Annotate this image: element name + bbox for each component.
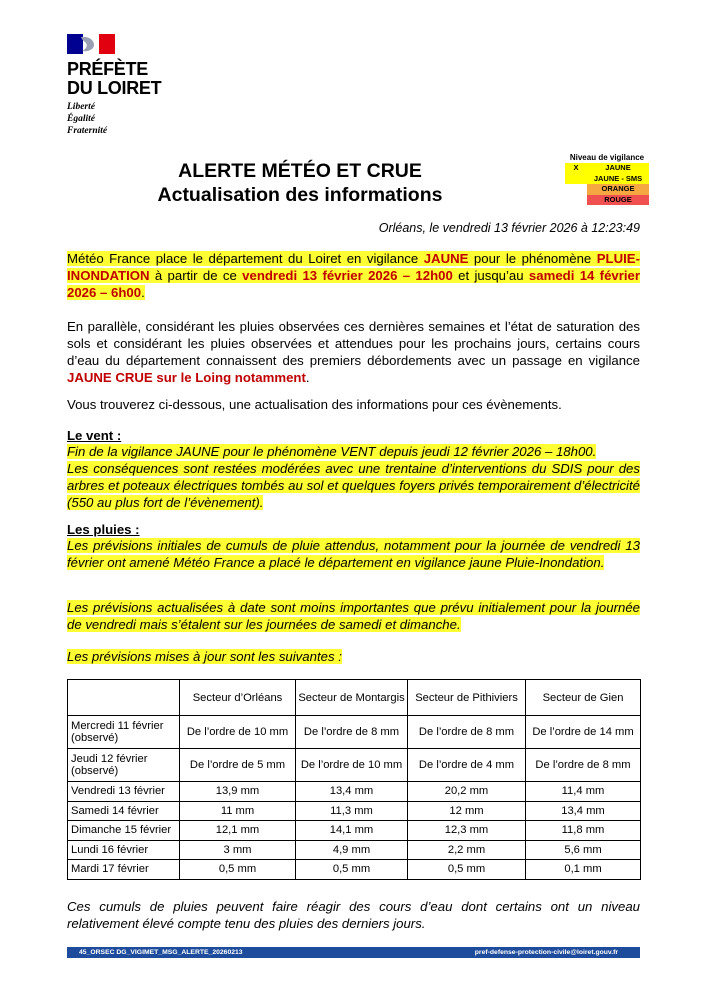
- vigilance-mark: [565, 184, 587, 195]
- parallel-text-1: En parallèle, considérant les pluies observées ces dernières semaines et l’état de saturation des sols et considérant les pluies observées et attendues pour les prochains jours, certains cours d’eau du département connaissent des premiers débordements avec un passage en vigilance: [67, 319, 640, 368]
- table-cell: 13,4 mm: [526, 801, 641, 821]
- vigilance-row: [565, 163, 649, 174]
- table-cell: 12 mm: [408, 801, 526, 821]
- vigilance-row: [565, 184, 649, 195]
- intro-text-5: .: [141, 285, 145, 300]
- rain-heading: Les pluies :: [67, 522, 140, 537]
- table-header-row: [68, 680, 641, 716]
- table-cell: 0,5 mm: [180, 860, 296, 880]
- motto: [67, 101, 107, 137]
- vigilance-row: [565, 195, 649, 206]
- row-label: Jeudi 12 février (observé): [68, 749, 180, 782]
- title-line1: ALERTE MÉTÉO ET CRUE: [178, 160, 422, 182]
- table-cell: 5,6 mm: [526, 840, 641, 860]
- table-cell: 0,5 mm: [296, 860, 408, 880]
- table-cell: 20,2 mm: [408, 782, 526, 802]
- wind-section: [67, 443, 640, 511]
- row-label: Mercredi 11 février (observé): [68, 716, 180, 749]
- dateline: Orléans, le vendredi 13 février 2026 à 12:23:49: [378, 221, 640, 235]
- column-header: Secteur de Pithiviers: [408, 680, 526, 716]
- table-cell: De l’ordre de 5 mm: [180, 749, 296, 782]
- rain-paragraph-1: [67, 537, 640, 571]
- table-cell: De l’ordre de 10 mm: [296, 749, 408, 782]
- table-cell: 13,9 mm: [180, 782, 296, 802]
- wind-heading: Le vent :: [67, 428, 122, 443]
- closing-note: Ces cumuls de pluies peuvent faire réagir des cours d’eau dont certains ont un niveau relativement élevé compte tenu des pluies des derniers jours.: [67, 899, 640, 931]
- title-line2: Actualisation des informations: [157, 184, 443, 206]
- table-row: [68, 821, 641, 841]
- intro-phenomenon: PLUIE-INONDATION: [67, 251, 640, 283]
- footer-bar: [67, 947, 640, 958]
- row-label: Dimanche 15 février: [68, 821, 180, 841]
- vigilance-level-table: [565, 153, 649, 205]
- row-label: Samedi 14 février: [68, 801, 180, 821]
- table-cell: 14,1 mm: [296, 821, 408, 841]
- table-cell: De l’ordre de 10 mm: [180, 716, 296, 749]
- republic-flag-logo: [67, 34, 115, 54]
- motto-egalite: Égalité: [67, 114, 95, 124]
- intro-end-date: samedi 14 février 2026 – 6h00: [67, 268, 641, 300]
- vigilance-row: [565, 174, 649, 185]
- table-row: [68, 716, 641, 749]
- table-cell: 4,9 mm: [296, 840, 408, 860]
- row-label: Lundi 16 février: [68, 840, 180, 860]
- table-cell: De l’ordre de 4 mm: [408, 749, 526, 782]
- intro-text-4: et jusqu’au: [452, 268, 529, 283]
- column-header: Secteur d’Orléans: [180, 680, 296, 716]
- rain-forecast-table: [67, 679, 641, 880]
- parallel-flood-notice: JAUNE CRUE sur le Loing notamment: [67, 370, 306, 385]
- table-cell: 12,3 mm: [408, 821, 526, 841]
- table-cell: De l’ordre de 8 mm: [526, 749, 641, 782]
- row-label: Vendredi 13 février: [68, 782, 180, 802]
- table-cell: 11,8 mm: [526, 821, 641, 841]
- motto-liberte: Liberté: [67, 102, 95, 112]
- table-cell: 0,1 mm: [526, 860, 641, 880]
- vigilance-heading: Niveau de vigilance: [569, 153, 645, 162]
- vigilance-mark: [565, 195, 587, 206]
- vigilance-label: JAUNE - SMS: [587, 174, 649, 185]
- table-row: [68, 782, 641, 802]
- update-note: Vous trouverez ci-dessous, une actualisation des informations pour ces évènements.: [67, 397, 562, 412]
- table-row: [68, 749, 641, 782]
- parallel-paragraph: [67, 318, 640, 386]
- footer-reference: 45_ORSEC DG_VIGIMET_MSG_ALERTE_20260213: [79, 949, 243, 956]
- rain-text-3: Les prévisions mises à jour sont les suivantes :: [67, 649, 342, 664]
- intro-start-date: vendredi 13 février 2026 – 12h00: [242, 268, 453, 283]
- column-header: Secteur de Gien: [526, 680, 641, 716]
- table-cell: 11,4 mm: [526, 782, 641, 802]
- intro-level: JAUNE: [423, 251, 469, 266]
- intro-paragraph: [67, 250, 640, 301]
- motto-fraternite: Fraternité: [67, 126, 108, 136]
- table-cell: 0,5 mm: [408, 860, 526, 880]
- table-row: [68, 801, 641, 821]
- rain-text-1: Les prévisions initiales de cumuls de pluie attendus, notamment pour la journée de vendredi 13 février ont amené Météo France a placé le département en vigilance jaune Pluie-Inondation.: [67, 538, 640, 570]
- intro-text-3: à partir de ce: [149, 268, 243, 283]
- rain-paragraph-2: [67, 599, 640, 633]
- vigilance-label: ROUGE: [587, 195, 649, 206]
- table-row: [68, 860, 641, 880]
- table-cell: 13,4 mm: [296, 782, 408, 802]
- table-cell: 11,3 mm: [296, 801, 408, 821]
- table-cell: De l’ordre de 8 mm: [408, 716, 526, 749]
- vigilance-mark: X: [565, 163, 587, 174]
- org-name-line1: PRÉFÈTE: [67, 59, 148, 79]
- row-label: Mardi 17 février: [68, 860, 180, 880]
- table-cell: 2,2 mm: [408, 840, 526, 860]
- footer-email[interactable]: pref-defense-protection-civile@loiret.gouv.fr: [474, 949, 618, 956]
- intro-text-1: Météo France place le département du Loiret en vigilance: [67, 251, 424, 266]
- table-row: [68, 840, 641, 860]
- intro-text-2: pour le phénomène: [468, 251, 597, 266]
- vigilance-mark: [565, 174, 587, 185]
- table-cell: De l’ordre de 14 mm: [526, 716, 641, 749]
- vigilance-label: JAUNE: [587, 163, 649, 174]
- page-title: [120, 159, 480, 207]
- wind-line-1: Fin de la vigilance JAUNE pour le phénomène VENT depuis jeudi 12 février 2026 – 18h00.: [67, 444, 597, 459]
- parallel-text-2: .: [305, 370, 310, 385]
- table-cell: 12,1 mm: [180, 821, 296, 841]
- wind-line-2: Les conséquences sont restées modérées avec une trentaine d’interventions du SDIS pour des arbres et poteaux électriques tombés au sol et quelques foyers privés temporairement d’électricité (550 au plus fort de l’évènement).: [67, 461, 640, 510]
- table-cell: De l’ordre de 8 mm: [296, 716, 408, 749]
- rain-text-2: Les prévisions actualisées à date sont moins importantes que prévu initialement pour la journée de vendredi mais s’étalent sur les journées de samedi et dimanche.: [67, 600, 640, 632]
- table-cell: 11 mm: [180, 801, 296, 821]
- vigilance-label: ORANGE: [587, 184, 649, 195]
- rain-paragraph-3: [67, 648, 640, 665]
- table-cell: 3 mm: [180, 840, 296, 860]
- column-header: Secteur de Montargis: [296, 680, 408, 716]
- org-name-line2: DU LOIRET: [67, 78, 162, 98]
- table-corner-cell: [68, 680, 180, 716]
